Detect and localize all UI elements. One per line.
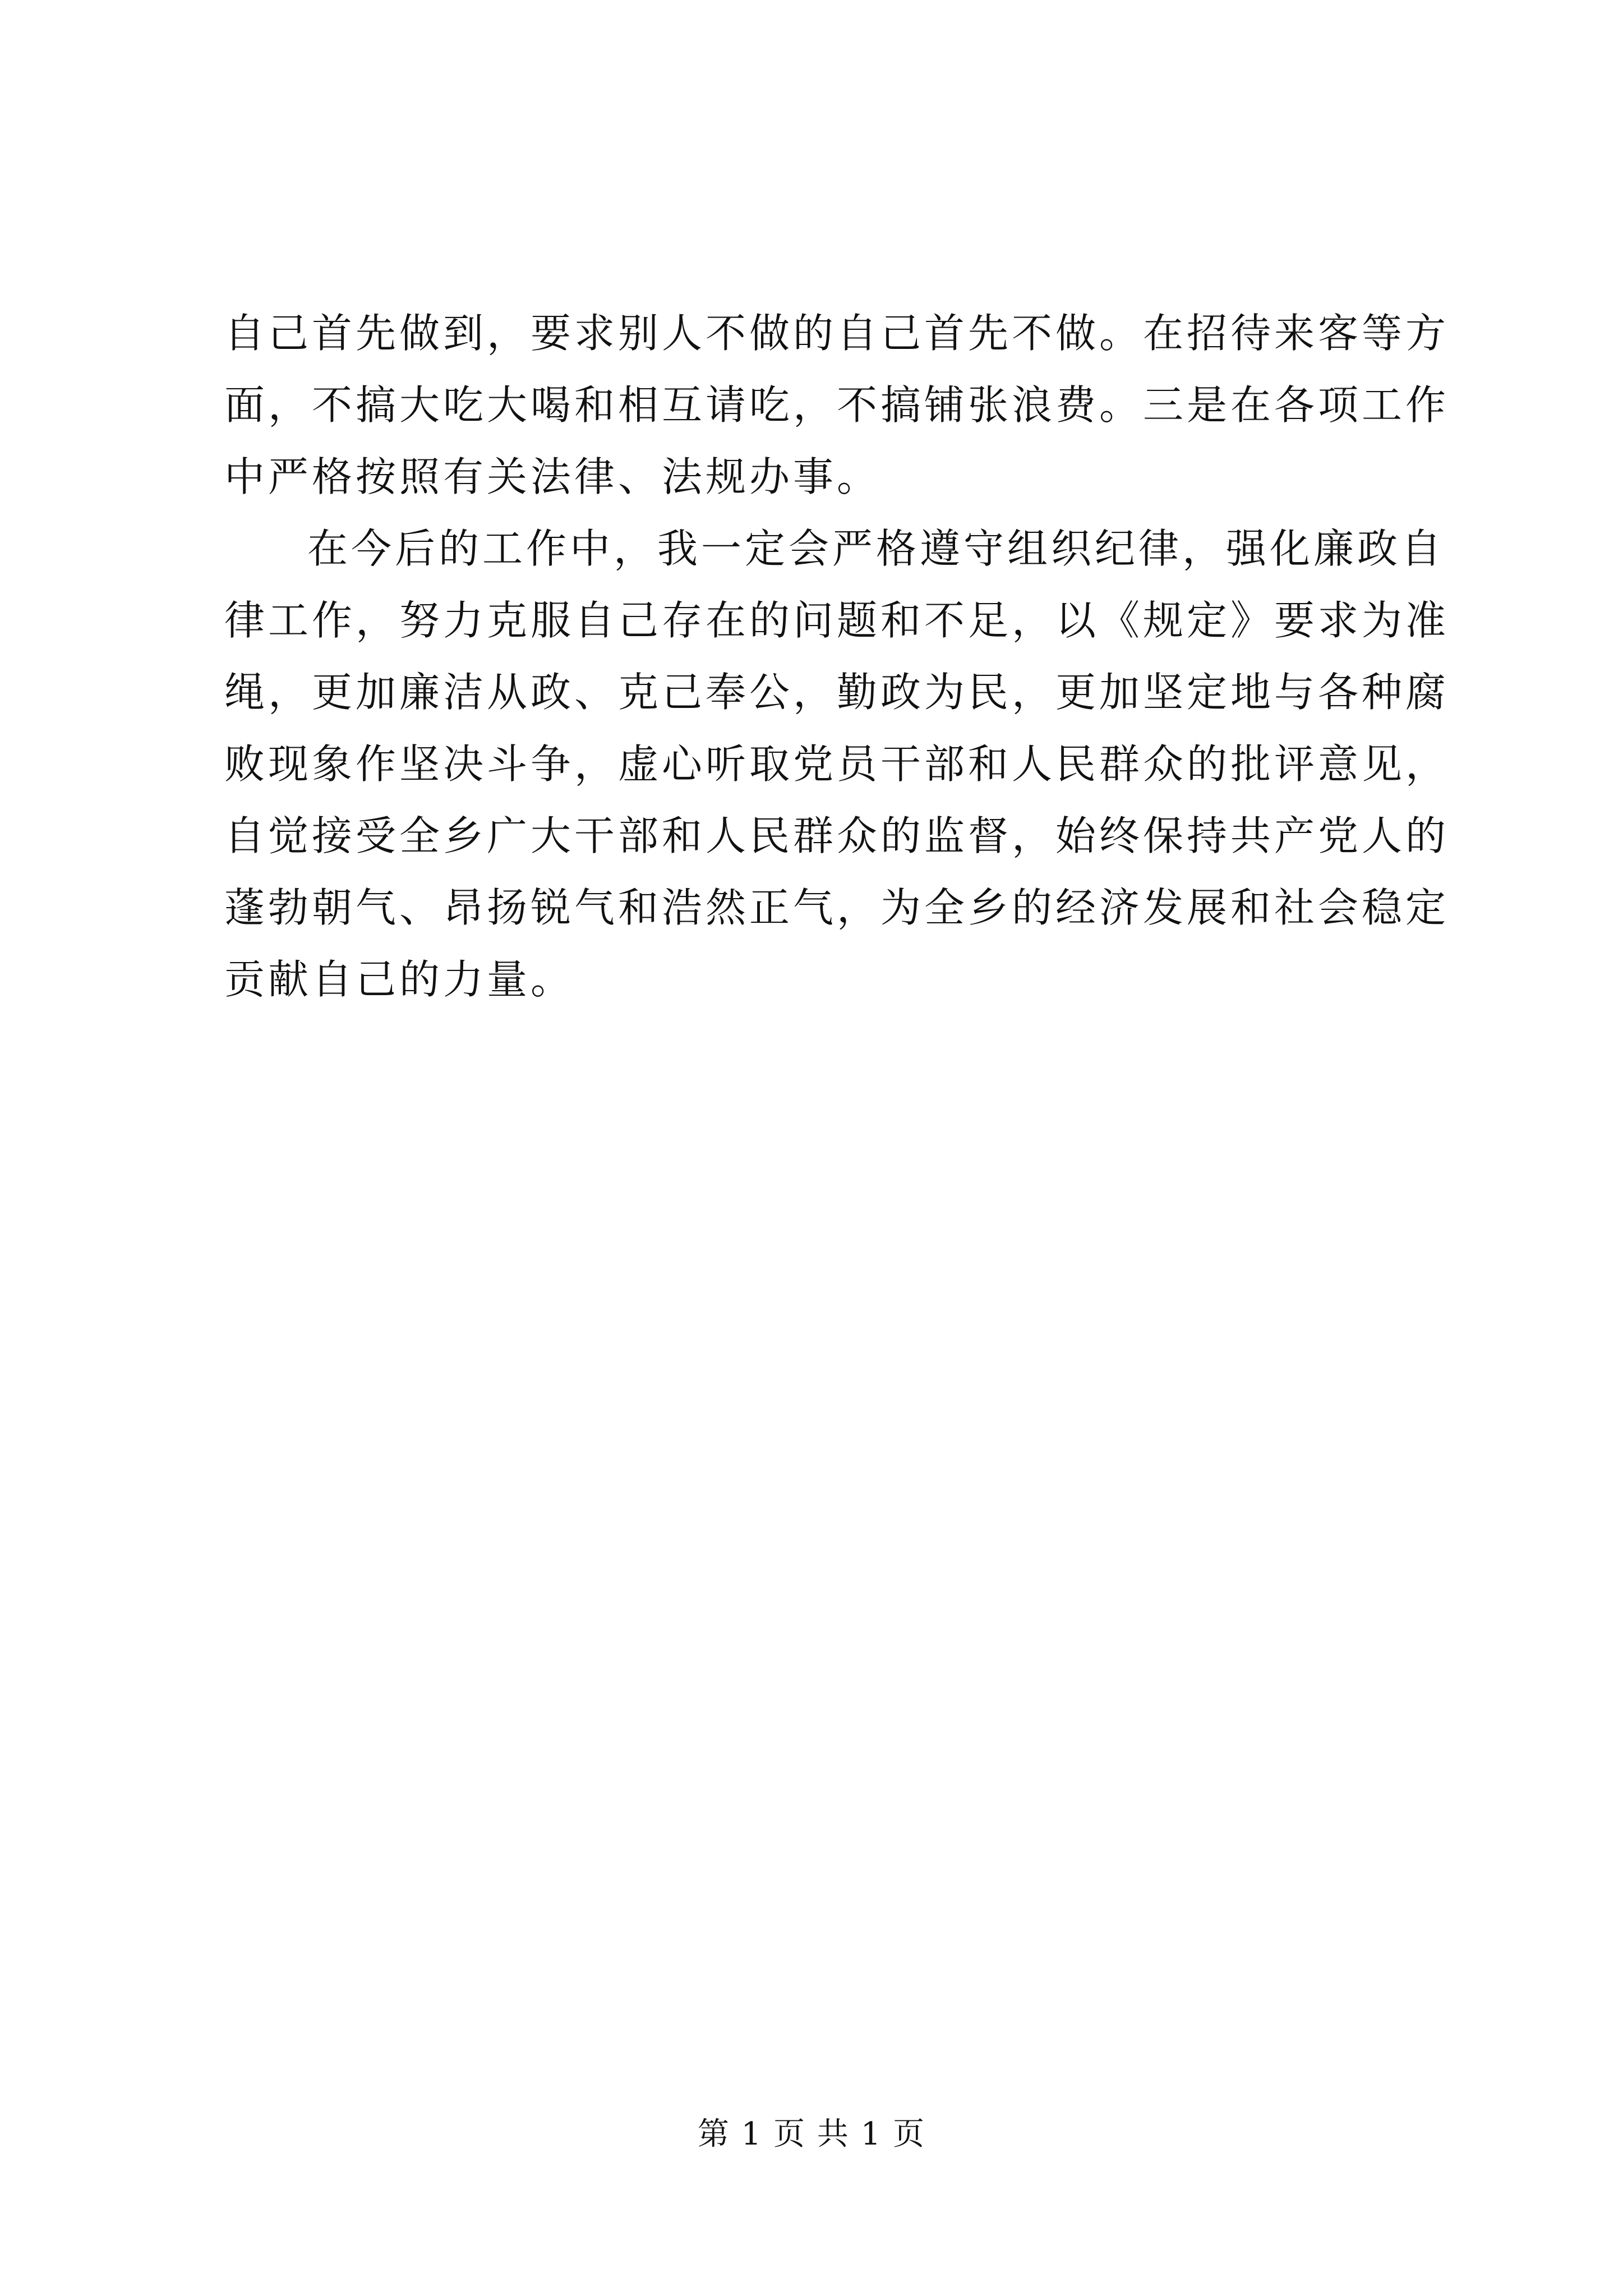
text-line: 律工作，努力克服自己存在的问题和不足，以《规定》要求为准 xyxy=(224,597,1450,644)
text-line: 面，不搞大吃大喝和相互请吃，不搞铺张浪费。三是在各项工作 xyxy=(224,381,1450,429)
text-line: 败现象作坚决斗争，虚心听取党员干部和人民群众的批评意见， xyxy=(224,740,1450,788)
text-line: 绳，更加廉洁从政、克己奉公，勤政为民，更加坚定地与各种腐 xyxy=(224,669,1450,716)
text-line: 中严格按照有关法律、法规办事。 xyxy=(224,453,881,500)
text-line: 蓬勃朝气、昂扬锐气和浩然正气，为全乡的经济发展和社会稳定 xyxy=(224,884,1450,931)
text-line: 自觉接受全乡广大干部和人民群众的监督，始终保持共产党人的 xyxy=(224,812,1450,859)
page-footer: 第 1 页 共 1 页 xyxy=(697,2116,926,2152)
paragraph-first-line: 在今后的工作中，我一定会严格遵守组织纪律，强化廉政自 xyxy=(307,525,1445,572)
text-line: 贡献自己的力量。 xyxy=(224,956,575,1003)
text-line: 自己首先做到，要求别人不做的自己首先不做。在招待来客等方 xyxy=(224,310,1450,357)
document-body xyxy=(224,297,1450,1015)
